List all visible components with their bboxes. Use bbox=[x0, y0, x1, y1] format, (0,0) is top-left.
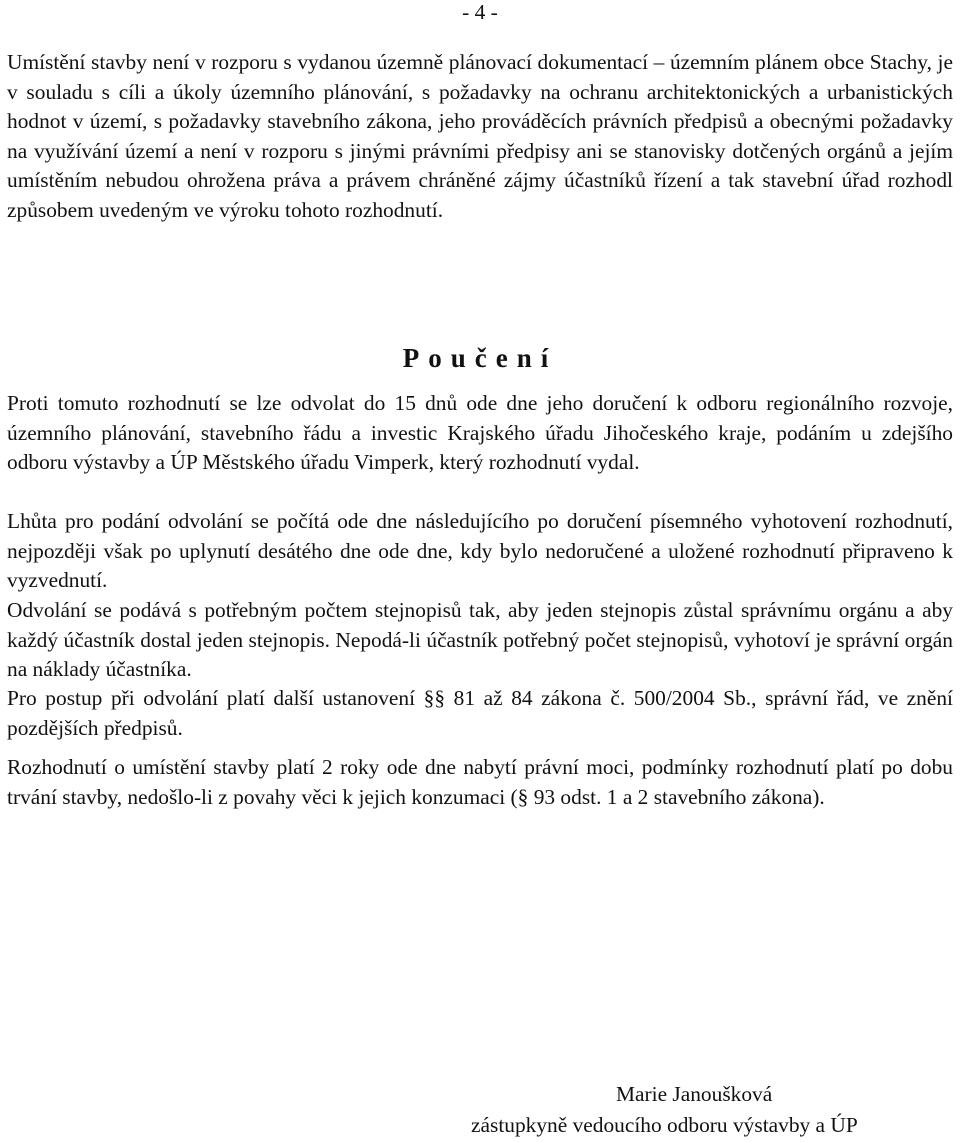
appeal-paragraph: Proti tomuto rozhodnutí se lze odvolat do 15 dnů ode dne jeho doručení k odboru regionálního rozvoje, územního plánování, stavebního řádu a investic Krajského úřadu Jihočeského kraje, podáním u zdejšího odboru výstavby a ÚP Městského úřadu Vimperk, který rozhodnutí vydal. bbox=[7, 391, 953, 475]
signature-block bbox=[0, 1080, 960, 1142]
signatory-title: zástupkyně vedoucího odboru výstavby a ÚP bbox=[471, 1113, 858, 1137]
appeal-procedure-paragraph: Pro postup při odvolání platí další ustanovení §§ 81 až 84 zákona č. 500/2004 Sb., správní řád, ve znění pozdějších předpisů. bbox=[7, 686, 953, 740]
appeal-copies-paragraph: Odvolání se podává s potřebným počtem stejnopisů tak, aby jeden stejnopis zůstal správnímu orgánu a aby každý účastník dostal jeden stejnopis. Nepodá-li účastník potřebný počet stejnopisů, vyhotoví je správní orgán na náklady účastníka. bbox=[7, 598, 953, 682]
page-number: - 4 - bbox=[462, 0, 498, 24]
intro-paragraph: Umístění stavby není v rozporu s vydanou územně plánovací dokumentací – územním plánem obce Stachy, je v souladu s cíli a úkoly územního plánování, s požadavky na ochranu architektonických a urbanistických hodnot v území, s požadavky stavebního zákona, jeho prováděcích právních předpisů a obecnými požadavky na využívání území a není v rozporu s jinými právními předpisy ani se stanovisky dotčených orgánů a jejím umístěním nebudou ohrožena práva a právem chráněné zájmy účastníků řízení a tak stavební úřad rozhodl způsobem uvedeným ve výroku tohoto rozhodnutí. bbox=[7, 50, 953, 222]
validity-paragraph: Rozhodnutí o umístění stavby platí 2 roky ode dne nabytí právní moci, podmínky rozhodnutí platí po dobu trvání stavby, nedošlo-li z povahy věci k jejich konzumaci (§ 93 odst. 1 a 2 stavebního zákona). bbox=[7, 755, 953, 809]
appeal-deadline-paragraph: Lhůta pro podání odvolání se počítá ode dne následujícího po doručení písemného vyhotovení rozhodnutí, nejpozději však po uplynutí desátého dne ode dne, kdy bylo nedoručené a uložené rozhodnutí připraveno k vyzvednutí. bbox=[7, 509, 953, 593]
instruction-heading: Poučení bbox=[402, 343, 558, 373]
signatory-name: Marie Janoušková bbox=[616, 1082, 773, 1106]
